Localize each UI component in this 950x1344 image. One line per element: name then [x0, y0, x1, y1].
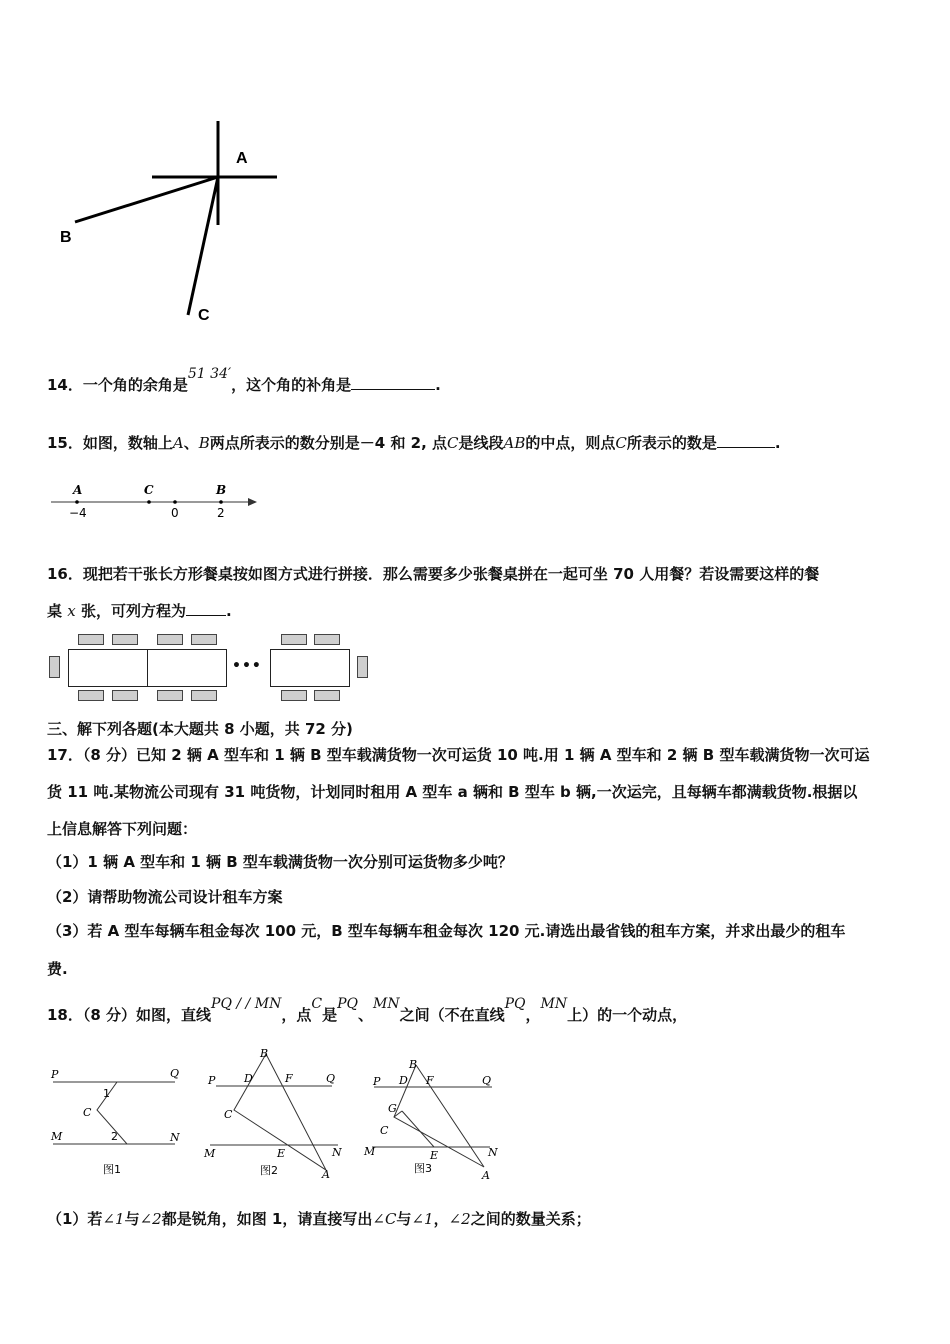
axis-label-a: A [73, 483, 83, 497]
section-3-title: 三、解下列各题(本大题共 8 小题，共 72 分) [47, 720, 353, 738]
fig3-label-c: C [380, 1124, 389, 1137]
fig2-caption: 图2 [260, 1164, 278, 1177]
question-16-line-2 [47, 600, 232, 621]
fig1-label-q: Q [170, 1067, 180, 1080]
point-b-label: B [60, 229, 72, 246]
q15-point-a: A [172, 434, 184, 452]
fig2-label-n: N [332, 1146, 342, 1159]
q18-with-2: 与 [396, 1210, 412, 1228]
fig3-label-f: F [426, 1074, 434, 1087]
question-18 [47, 996, 688, 1025]
tick-minus-4: −4 [69, 506, 87, 520]
q18-line-pq-2: PQ [504, 996, 526, 1012]
q16-text-1: 现把若干张长方形餐桌按如图方式进行拼接．那么需要多少张餐桌拼在一起可坐 70 人用餐？若设需要这样的餐 [82, 565, 820, 583]
axis-label-b: B [216, 483, 227, 497]
q15-answer-blank[interactable] [717, 433, 775, 448]
fig1-label-c: C [83, 1106, 92, 1119]
chair-top [281, 634, 307, 645]
fig3-label-e: E [430, 1149, 439, 1162]
chair-bottom [157, 690, 183, 701]
q18-text-2: ，点 [281, 1006, 312, 1024]
q17-sub-3a: （3）若 A 型车每辆车租金每次 100 元，B 型车每辆车租金每次 120 元.请选出最省钱的租车方案，并求出最少的租车 [47, 922, 846, 940]
q18-angle-1: ∠1 [102, 1210, 125, 1228]
fig2-label-m: M [204, 1147, 216, 1160]
q17-line-3: 上信息解答下列问题： [47, 820, 198, 838]
q14-number: 14． [47, 376, 83, 394]
axis-label-c: C [144, 483, 154, 497]
q18-text-5: 上）的一个动点， [567, 1006, 688, 1024]
q17-line-2: 货 11 吨.某物流公司现有 31 吨货物，计划同时租用 A 型车 a 辆和 B 型车 b 辆,一次运完，且每辆车都满载货物.根据以 [47, 783, 858, 801]
fig2-label-b: B [260, 1047, 269, 1060]
chair-top [314, 634, 340, 645]
q18-sub1-text-a: （1）若 [47, 1210, 103, 1228]
table [68, 649, 148, 687]
q18-sub1-text-b: 都是锐角，如图 1，请直接写出 [161, 1210, 373, 1228]
q14-end: . [435, 376, 441, 394]
q18-comma-2: ， [433, 1210, 449, 1228]
fig3-label-g: G [388, 1102, 397, 1115]
q14-text-2: ，这个角的补角是 [231, 376, 352, 394]
fig3-label-a: A [482, 1169, 490, 1182]
chair-top [191, 634, 217, 645]
fig1-caption: 图1 [103, 1163, 121, 1176]
question-16-line-1 [47, 563, 819, 584]
q14-text-1: 一个角的余角是 [82, 376, 188, 394]
q18-angle-2b: ∠2 [448, 1210, 471, 1228]
q14-answer-blank[interactable] [351, 375, 435, 390]
fig3-caption: 图3 [414, 1162, 432, 1175]
q18-sub1-text-c: 之间的数量关系； [470, 1210, 591, 1228]
fig1-angle-2: 2 [111, 1130, 118, 1143]
figure-2 [200, 1040, 355, 1185]
q16-text-2a: 桌 [47, 602, 63, 620]
q18-angle-1b: ∠1 [411, 1210, 434, 1228]
q16-end: . [225, 602, 232, 620]
q16-number: 16． [47, 565, 83, 583]
q18-sub-1 [47, 1208, 591, 1229]
table [147, 649, 227, 687]
fig3-label-n: N [488, 1146, 498, 1159]
chair-bottom [112, 690, 138, 701]
point-b-dot [219, 500, 223, 504]
q15-text-4: 的中点，则点 [525, 434, 616, 452]
q15-point-c: C [447, 434, 459, 452]
q18-point-c: C [311, 996, 323, 1012]
chair-bottom [191, 690, 217, 701]
q15-number: 15． [47, 434, 83, 452]
q18-sep: 、 [357, 1006, 373, 1024]
q18-angle-c: ∠C [372, 1210, 397, 1228]
fig2-label-q: Q [326, 1072, 336, 1085]
q14-angle: 51 34′ [187, 366, 232, 382]
chair-bottom [78, 690, 104, 701]
fig2-label-c: C [224, 1108, 233, 1121]
table [270, 649, 350, 687]
q15-point-b: B [198, 434, 210, 452]
q15-text-1: 如图，数轴上 [82, 434, 173, 452]
fig2-label-e: E [277, 1147, 286, 1160]
q16-text-2b: 张，可列方程为 [80, 602, 186, 620]
q18-line-mn-2: MN [540, 996, 568, 1012]
fig2-label-d: D [244, 1072, 253, 1085]
fig2-label-a: A [322, 1168, 330, 1181]
question-14 [47, 366, 441, 395]
chair-bottom [314, 690, 340, 701]
q18-angle-2: ∠2 [139, 1210, 162, 1228]
q15-text-2: 两点所表示的数分别是－4 和 2, 点 [209, 434, 448, 452]
point-c-dot [147, 500, 151, 504]
fig2-label-p: P [208, 1074, 216, 1087]
chair-right-end [357, 656, 368, 678]
question-15 [47, 432, 781, 453]
origin-dot [173, 500, 177, 504]
q17-line-1: 17．（8 分）已知 2 辆 A 型车和 1 辆 B 型车载满货物一次可运货 10 吨.用 1 辆 A 型车和 2 辆 B 型车载满货物一次可运 [47, 746, 870, 764]
q18-text-4: 之间（不在直线 [399, 1006, 505, 1024]
q18-line-pq: PQ [337, 996, 358, 1012]
q15-segment-ab: AB [503, 434, 526, 452]
fig1-label-m: M [51, 1130, 63, 1143]
figure-3 [360, 1055, 510, 1185]
fig1-angle-1: 1 [103, 1087, 110, 1100]
q15-text-3: 是线段 [458, 434, 504, 452]
fig2-label-f: F [285, 1072, 293, 1085]
point-a-label: A [236, 150, 248, 167]
q18-text-1: 18．（8 分）如图，直线 [47, 1006, 212, 1024]
q18-line-mn: MN [373, 996, 400, 1012]
q15-text-5: 所表示的数是 [626, 434, 717, 452]
fig3-label-b: B [409, 1058, 418, 1071]
chair-left-end [49, 656, 60, 678]
q15-sep: 、 [183, 434, 199, 452]
fig1-label-p: P [51, 1068, 59, 1081]
number-line [45, 478, 265, 523]
q17-sub-1: （1）1 辆 A 型车和 1 辆 B 型车载满货物一次分别可运货物多少吨？ [47, 853, 513, 871]
continuation-dots: ••• [232, 658, 262, 674]
fig1-label-n: N [170, 1131, 180, 1144]
q18-text-3: 是 [322, 1006, 338, 1024]
figure-1 [45, 1060, 195, 1185]
point-a-dot [75, 500, 79, 504]
fig3-label-q: Q [482, 1074, 492, 1087]
q18-comma: ， [525, 1006, 541, 1024]
point-c-label: C [198, 307, 210, 324]
chair-bottom [281, 690, 307, 701]
chair-top [78, 634, 104, 645]
tick-0: 0 [171, 506, 179, 520]
fig3-label-d: D [399, 1074, 408, 1087]
q17-sub-2: （2）请帮助物流公司设计租车方案 [47, 888, 283, 906]
chair-top [157, 634, 183, 645]
q18-with-1: 与 [124, 1210, 140, 1228]
q17-sub-3b: 费. [47, 960, 68, 978]
tick-2: 2 [217, 506, 225, 520]
q18-parallel-expr: PQ / / MN [211, 996, 282, 1012]
q16-variable-x: x [67, 602, 76, 620]
chair-top [112, 634, 138, 645]
fig3-label-p: P [373, 1075, 381, 1088]
angle-figure-13 [50, 115, 310, 330]
q15-point-c-2: C [615, 434, 627, 452]
fig3-label-m: M [364, 1145, 376, 1158]
q15-end: . [774, 434, 781, 452]
q16-answer-blank[interactable] [186, 601, 226, 616]
